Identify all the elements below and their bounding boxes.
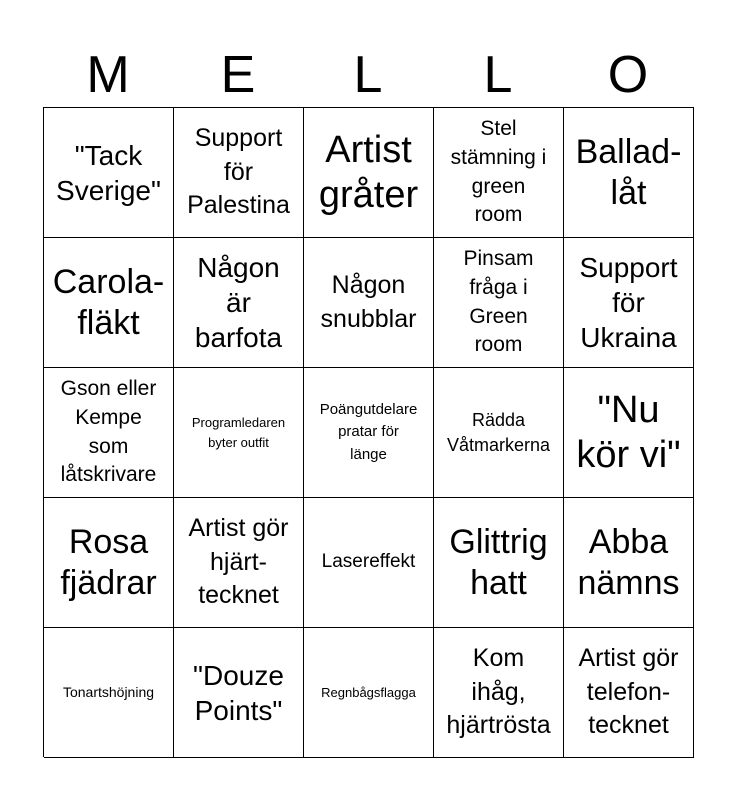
header-letter-l: L [353,46,383,104]
bingo-cell[interactable] [564,108,694,238]
cell-text: "Douze Points" [193,659,284,726]
bingo-cell[interactable] [434,238,564,368]
bingo-cell[interactable] [174,498,304,628]
cell-text: Rosa fjädrar [60,523,157,602]
header-letter-m: M [86,46,130,104]
cell-text: Artist gör telefon- tecknet [578,643,679,740]
bingo-cell[interactable] [44,628,174,758]
bingo-cell[interactable] [564,498,694,628]
bingo-cell[interactable] [304,628,434,758]
cell-text: Lasereffekt [321,551,416,573]
bingo-cell[interactable] [44,108,174,238]
cell-text: Kom ihåg, hjärtrösta [446,643,551,740]
bingo-cell[interactable] [304,108,434,238]
bingo-cell[interactable] [564,238,694,368]
bingo-cell[interactable] [44,368,174,498]
bingo-cell[interactable] [44,498,174,628]
cell-text: Glittrig hatt [449,523,548,602]
bingo-cell[interactable] [304,498,434,628]
bingo-cell[interactable] [44,238,174,368]
bingo-board [43,107,694,757]
bingo-header [43,42,693,108]
cell-text: Artist gråter [318,128,419,216]
cell-text: Support för Ukraina [579,252,678,353]
cell-text: Abba nämns [577,523,680,602]
cell-text: Poängutdelare pratar för länge [319,400,418,463]
header-letter-e: E [220,46,256,104]
bingo-cell[interactable] [434,368,564,498]
bingo-cell[interactable] [304,238,434,368]
bingo-cell[interactable] [434,108,564,238]
cell-text: Gson eller Kempe som låtskrivare [60,376,157,487]
cell-text: Ballad- låt [575,133,682,212]
cell-text: Tonartshöjning [62,684,155,700]
cell-text: Programledaren byter outfit [191,415,286,450]
bingo-cell[interactable] [434,628,564,758]
cell-text: "Nu kör vi" [576,388,681,476]
cell-text: Rädda Våtmarkerna [446,409,551,455]
bingo-cell[interactable] [174,628,304,758]
bingo-cell[interactable] [564,368,694,498]
bingo-cell[interactable] [174,368,304,498]
header-letter-l2: L [483,46,513,104]
cell-text: Regnbågsflagga [321,684,416,700]
bingo-cell[interactable] [304,368,434,498]
bingo-cell[interactable] [174,238,304,368]
bingo-cell[interactable] [174,108,304,238]
header-letter-o: O [607,46,649,104]
cell-text: Någon snubblar [320,270,417,333]
cell-text: Support för Palestina [187,123,290,220]
cell-text: Artist gör hjärt- tecknet [188,513,289,610]
cell-text: Stel stämning i green room [450,116,547,227]
cell-text: Pinsam fråga i Green room [463,246,534,357]
cell-text: Någon är barfota [194,252,283,353]
cell-text: "Tack Sverige" [56,139,161,206]
bingo-cell[interactable] [434,498,564,628]
bingo-cell[interactable] [564,628,694,758]
cell-text: Carola- fläkt [52,263,165,342]
